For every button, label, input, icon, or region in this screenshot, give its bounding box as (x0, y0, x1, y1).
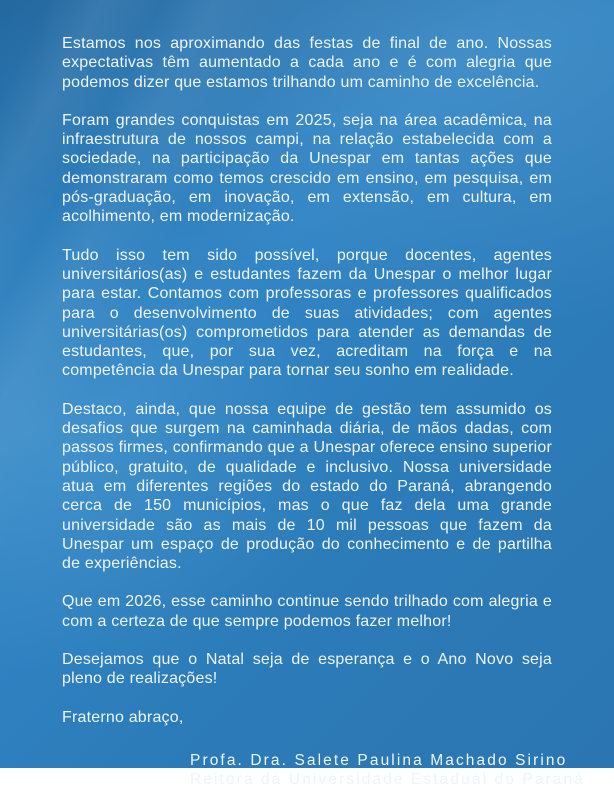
signature-block (62, 751, 585, 790)
letter-paragraph-2: Foram grandes conquistas em 2025, seja na área acadêmica, na infraestrutura de nossos campi, na relação estabelecida com a sociedade, na participação da Unespar em tantas ações que demonstraram como temos crescido em ensino, em pesquisa, em pós-graduação, em inovação, em extensão, em cultura, em acolhimento, em modernização. (62, 111, 552, 226)
letter-paragraph-4: Destaco, ainda, que nossa equipe de gestão tem assumido os desafios que surgem na caminhada diária, de mãos dadas, com passos firmes, confirmando que a Unespar oferece ensino superior público, gratuito, de qualidade e inclusivo. Nossa universidade atua em diferentes regiões do estado do Paraná, abrangendo cerca de 150 municípios, mas o que faz dela uma grande universidade são as mais de 10 mil pessoas que fazem da Unespar um espaço de produção do conhecimento e de partilha de experiências. (62, 400, 552, 573)
letter-closing: Fraterno abraço, (62, 708, 184, 726)
letter-paragraph-3: Tudo isso tem sido possível, porque docentes, agentes universitários(as) e estudantes fazem da Unespar o melhor lugar para estar. Contamos com professoras e professores qualificados para o desenvolvimento de suas atividades; com agentes universitárias(os) comprometidos para atender as demandas de estudantes, que, por sua vez, acreditam na força e na competência da Unespar para tornar seu sonho em realidade. (62, 246, 552, 380)
signature-title: Reitora da Universidade Estadual do Paraná (190, 771, 585, 789)
letter-paragraph-5: Que em 2026, esse caminho continue sendo trilhado com alegria e com a certeza de que sempre podemos fazer melhor! (62, 593, 552, 630)
signature-name: Profa. Dra. Salete Paulina Machado Sirino (190, 751, 568, 769)
letter-paragraph-6: Desejamos que o Natal seja de esperança e o Ano Novo seja pleno de realizações! (62, 651, 552, 688)
letter-paragraph-1: Estamos nos aproximando das festas de final de ano. Nossas expectativas têm aumentado a cada ano e é com alegria que podemos dizer que estamos trilhando um caminho de excelência. (62, 35, 552, 91)
letter-body (62, 34, 585, 790)
